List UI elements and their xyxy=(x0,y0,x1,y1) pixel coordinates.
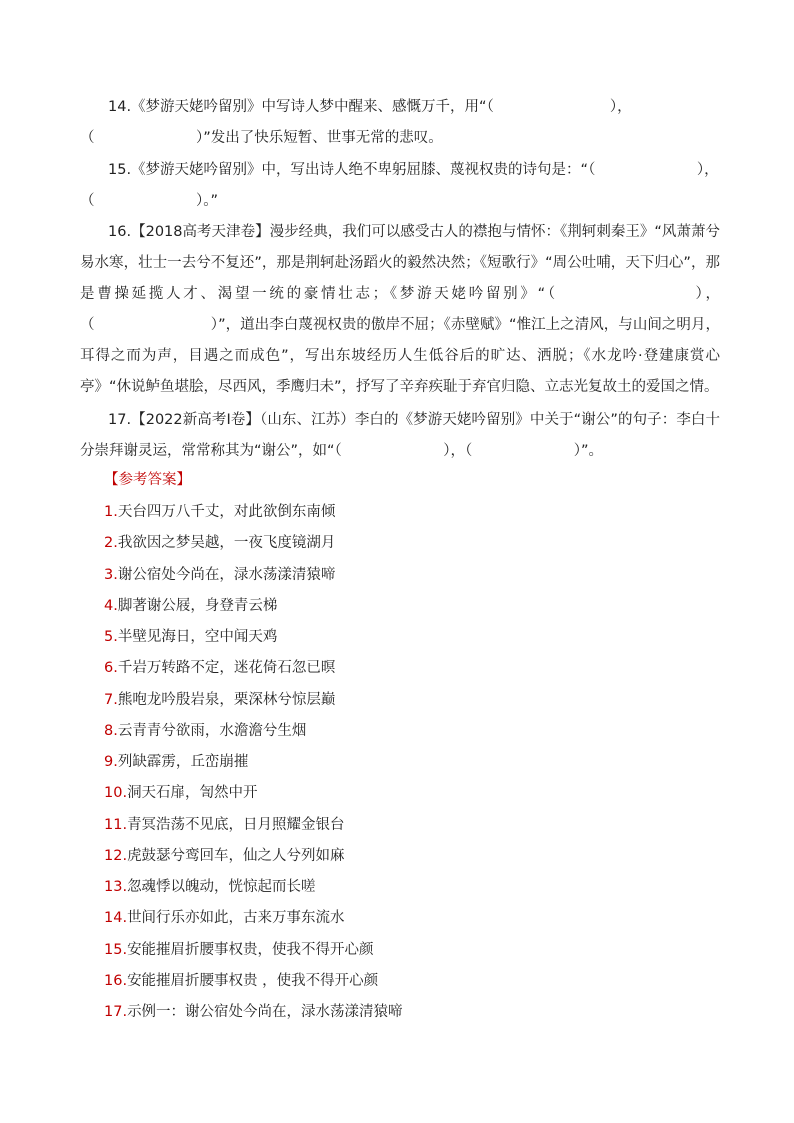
answer-item xyxy=(104,812,403,843)
answer-number: 8. xyxy=(104,722,118,739)
answer-text: 安能摧眉折腰事权贵，使我不得开心颜 xyxy=(127,941,374,958)
answer-number: 3. xyxy=(104,566,118,583)
answer-text: 天台四万八千丈，对此欲倒东南倾 xyxy=(117,504,336,520)
answer-text: 虎鼓瑟兮鸾回车，仙之人兮列如麻 xyxy=(127,847,345,864)
answer-text: 千岩万转路不定，迷花倚石忽已暝 xyxy=(117,660,336,677)
answer-number: 16. xyxy=(104,972,128,989)
answer-item xyxy=(104,499,403,530)
answer-number: 4. xyxy=(104,597,118,614)
answer-number: 13. xyxy=(104,879,128,895)
answer-number: 6. xyxy=(104,660,118,677)
answer-number: 7. xyxy=(104,691,118,708)
question-15-line-1: 15.《梦游天姥吟留别》中，写出诗人绝不卑躬屈膝、蔑视权贵的诗句是：“（ ）， xyxy=(108,162,719,178)
answer-item xyxy=(104,843,403,874)
answer-section-title: 【参考答案】 xyxy=(104,472,191,488)
answer-item xyxy=(104,655,403,686)
answer-text: 忽魂悸以魄动，恍惊起而长嗟 xyxy=(127,879,316,895)
answer-number: 15. xyxy=(104,941,128,958)
answer-text: 谢公宿处今尚在，渌水荡漾清猿啼 xyxy=(117,566,336,583)
answer-item xyxy=(104,937,403,968)
answer-item xyxy=(104,874,403,905)
question-17-text: 17.【2022新高考Ⅰ卷】（山东、江苏）李白的《梦游天姥吟留别》中关于“谢公”的句子：李白十分崇拜谢灵运，常常称其为“谢公”，如“（ ），（ ）”。 xyxy=(80,412,720,459)
answer-number: 12. xyxy=(104,847,128,864)
answer-item xyxy=(104,687,403,718)
answer-item xyxy=(104,905,403,936)
answer-text: 安能摧眉折腰事权贵 ，使我不得开心颜 xyxy=(127,972,379,989)
answer-text: 列缺霹雳，丘峦崩摧 xyxy=(117,754,249,770)
question-14 xyxy=(80,92,720,154)
answer-number: 10. xyxy=(104,785,128,802)
answer-number: 5. xyxy=(104,629,118,645)
answer-number: 2. xyxy=(104,535,118,552)
answer-number: 1. xyxy=(104,504,118,520)
answer-item xyxy=(104,530,403,561)
answer-text: 半壁见海日，空中闻天鸡 xyxy=(117,629,278,645)
answer-item xyxy=(104,624,403,655)
answer-text: 我欲因之梦吴越，一夜飞度镜湖月 xyxy=(117,535,336,552)
answer-item xyxy=(104,593,403,624)
answer-number: 11. xyxy=(104,816,128,833)
question-14-line-1: 14.《梦游天姥吟留别》中写诗人梦中醒来、感慨万千，用“（ ）， xyxy=(108,99,632,115)
answer-text: 示例一：谢公宿处今尚在，渌水荡漾清猿啼 xyxy=(127,1004,403,1020)
answer-text: 脚著谢公屐，身登青云梯 xyxy=(117,597,278,614)
answer-text: 青冥浩荡不见底，日月照耀金银台 xyxy=(127,816,345,833)
question-14-line-2: （ ）”发出了快乐短暂、世事无常的悲叹。 xyxy=(80,130,443,146)
answer-item xyxy=(104,562,403,593)
question-17 xyxy=(80,405,720,467)
answer-item xyxy=(104,968,403,999)
question-15 xyxy=(80,155,720,217)
answer-list xyxy=(104,499,403,1030)
answer-text: 云青青兮欲雨，水澹澹兮生烟 xyxy=(117,722,307,739)
answer-item xyxy=(104,718,403,749)
answer-item xyxy=(104,780,403,811)
answer-number: 14. xyxy=(104,910,128,927)
question-16 xyxy=(80,217,720,403)
answer-number: 9. xyxy=(104,754,118,770)
answer-text: 熊咆龙吟殷岩泉，栗深林兮惊层巅 xyxy=(117,691,336,708)
answer-number: 17. xyxy=(104,1004,128,1020)
question-16-text: 16.【2018高考天津卷】漫步经典，我们可以感受古人的襟抱与情怀：《荆轲刺秦王》“风萧萧兮易水寒，壮士一去兮不复还”，那是荆轲赴汤蹈火的毅然决然；《短歌行》“周公吐哺，天下归心”，那是曹操延揽人才、渴望一统的豪情壮志；《梦游天姥吟留别》“（ ），（ ）”，道出李白蔑视权贵的傲岸不屈；《赤壁赋》“惟江上之清风，与山间之明月，耳得之而为声，目遇之而成色”，写出东坡经历人生低谷后的旷达、洒脱；《水龙吟·登建康赏心亭》“休说鲈鱼堪脍，尽西风，季鹰归未”，抒写了辛弃疾耻于弃官归隐、立志光复故土的爱国之情。 xyxy=(80,224,720,395)
answer-text: 世间行乐亦如此，古来万事东流水 xyxy=(127,910,345,927)
question-15-line-2: （ ）。” xyxy=(80,193,219,209)
answer-text: 洞天石扉，訇然中开 xyxy=(127,785,258,802)
answer-item xyxy=(104,999,403,1030)
answer-item xyxy=(104,749,403,780)
